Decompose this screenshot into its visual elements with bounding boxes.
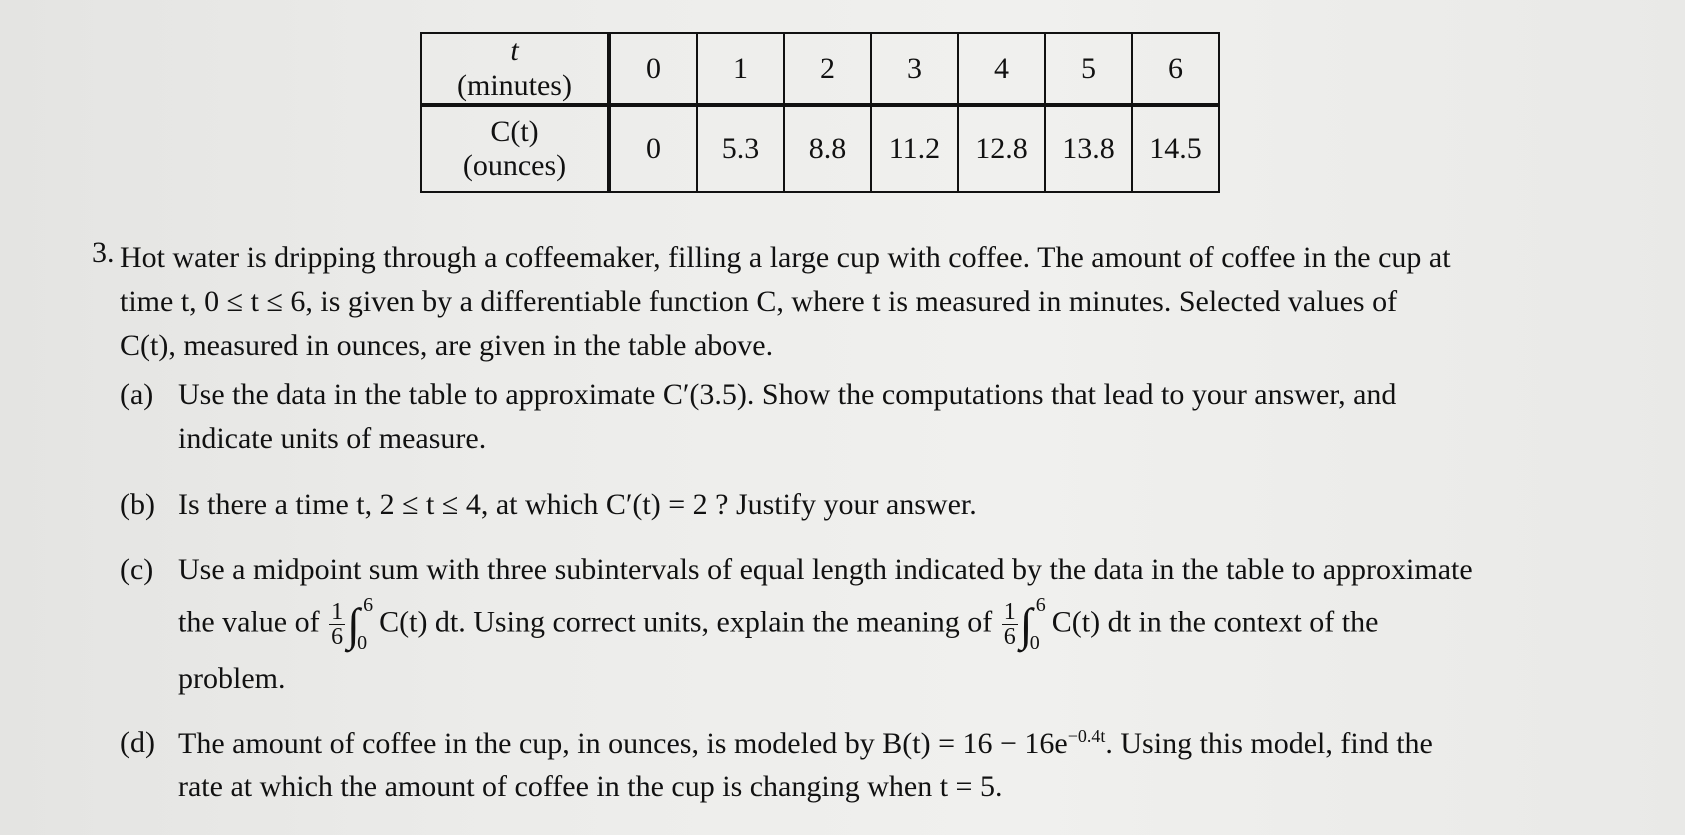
table-cell: 12.8	[958, 105, 1045, 192]
integral-lower-limit: 0	[1029, 632, 1040, 654]
integral-lower-limit: 0	[357, 632, 368, 654]
table-cell: 0	[609, 105, 697, 192]
table-header-cell	[421, 33, 609, 105]
one-sixth-fraction	[1002, 600, 1018, 649]
problem-number: 3.	[92, 236, 115, 269]
table-cell: 6	[1132, 33, 1219, 105]
table-cell: 4	[958, 33, 1045, 105]
part-c-text: C(t) dt. Using correct units, explain the meaning of	[379, 605, 993, 639]
table-cell: 2	[784, 33, 871, 105]
part-c-label: (c)	[120, 553, 154, 586]
data-table	[420, 32, 1220, 193]
part-b-label: (b)	[120, 488, 155, 521]
fraction-numerator: 1	[1003, 599, 1016, 625]
fraction-denominator: 6	[331, 624, 344, 650]
part-d-line: rate at which the amount of coffee in the cup is changing when t = 5.	[178, 770, 1003, 803]
part-a-line: indicate units of measure.	[178, 422, 487, 455]
part-c-line: problem.	[178, 662, 286, 695]
part-a-line: Use the data in the table to approximate C′(3.5). Show the computations that lead to your answer, and	[178, 378, 1397, 411]
part-d-line1	[178, 726, 1433, 761]
part-c-text: C(t) dt in the context of the	[1051, 605, 1379, 639]
part-d-text: . Using this model, find the	[1105, 727, 1433, 760]
exponent: −0.4t	[1067, 726, 1106, 746]
table-cell: 5	[1045, 33, 1132, 105]
table-cell: 1	[697, 33, 784, 105]
table-row	[421, 105, 1219, 192]
part-a-label: (a)	[120, 378, 154, 411]
table-cell: 0	[609, 33, 697, 105]
integral-upper-limit: 6	[363, 594, 374, 616]
intro-line: Hot water is dripping through a coffeemaker, filling a large cup with coffee. The amount of coffee in the cup at	[120, 241, 1451, 274]
table-unit-label: (ounces)	[462, 149, 567, 182]
part-c-line2	[178, 594, 1379, 654]
table-cell: 14.5	[1132, 105, 1219, 192]
table-var-label: t	[510, 34, 519, 67]
integral-upper-limit: 6	[1035, 594, 1046, 616]
table-header-cell	[421, 105, 609, 192]
part-c-line: Use a midpoint sum with three subintervals of equal length indicated by the data in the table to approximate	[178, 553, 1473, 586]
part-d-text: The amount of coffee in the cup, in ounces, is modeled by B(t) = 16 − 16e	[178, 727, 1068, 760]
table-cell: 5.3	[697, 105, 784, 192]
part-b-line: Is there a time t, 2 ≤ t ≤ 4, at which C′(t) = 2 ? Justify your answer.	[178, 488, 977, 521]
fraction-numerator: 1	[331, 599, 344, 625]
part-c-text: the value of	[178, 605, 320, 639]
integral-sign: ∫ 6 0	[1019, 594, 1046, 654]
table-cell: 3	[871, 33, 958, 105]
fraction-denominator: 6	[1003, 624, 1016, 650]
intro-line: C(t), measured in ounces, are given in the table above.	[120, 329, 774, 362]
one-sixth-fraction	[329, 600, 345, 649]
intro-line: time t, 0 ≤ t ≤ 6, is given by a differentiable function C, where t is measured in minutes. Selected values of	[120, 285, 1398, 318]
table-unit-label: (minutes)	[457, 68, 572, 102]
integral-sign: ∫ 6 0	[347, 594, 374, 654]
table-cell: 8.8	[784, 105, 871, 192]
table-cell: 11.2	[871, 105, 958, 192]
problem-intro	[120, 236, 1560, 368]
table-cell: 13.8	[1045, 105, 1132, 192]
part-d-label: (d)	[120, 726, 155, 759]
table-var-label: C(t)	[490, 114, 539, 148]
table-row	[421, 33, 1219, 105]
